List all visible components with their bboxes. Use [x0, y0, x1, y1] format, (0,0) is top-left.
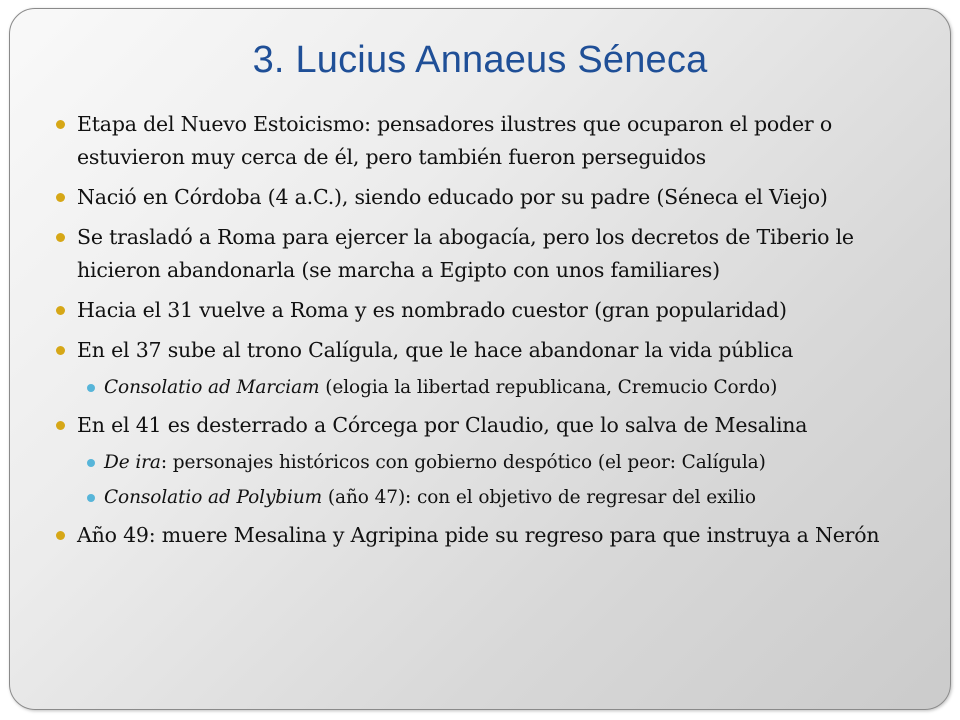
bullet-item — [56, 334, 936, 367]
bullet-dot-icon — [56, 306, 65, 315]
bullet-text: (año 47): con el objetivo de regresar del exilio — [322, 487, 756, 508]
bullet-item — [56, 519, 936, 552]
work-title: Consolatio ad Polybium — [104, 487, 323, 508]
bullet-text: En el 37 sube al trono Calígula, que le hace abandonar la vida pública — [77, 338, 794, 362]
bullet-dot-icon — [56, 531, 65, 540]
bullet-item — [56, 221, 936, 287]
bullet-text: : personajes históricos con gobierno despótico (el peor: Calígula) — [160, 452, 766, 473]
sub-bullet-dot-icon — [87, 494, 95, 502]
bullet-item — [56, 108, 936, 174]
bullet-dot-icon — [56, 120, 65, 129]
slide-frame — [9, 8, 951, 710]
sub-bullet-item — [56, 373, 936, 402]
slide-title: 3. Lucius Annaeus Séneca — [252, 39, 708, 81]
sub-bullet-dot-icon — [87, 384, 95, 392]
sub-bullet-item — [56, 483, 936, 512]
bullet-text: Año 49: muere Mesalina y Agripina pide su regreso para que instruya a Nerón — [77, 523, 880, 547]
bullet-text: Nació en Córdoba (4 a.C.), siendo educado por su padre (Séneca el Viejo) — [77, 185, 828, 209]
sub-bullet-dot-icon — [87, 459, 95, 467]
bullet-dot-icon — [56, 421, 65, 430]
bullet-item — [56, 181, 936, 214]
bullet-text: Se trasladó a Roma para ejercer la abogacía, pero los decretos de Tiberio le hicieron abandonarla (se marcha a Egipto con unos familiares) — [77, 225, 854, 282]
bullet-text: Hacia el 31 vuelve a Roma y es nombrado cuestor (gran popularidad) — [77, 298, 787, 322]
bullet-dot-icon — [56, 346, 65, 355]
bullet-list — [56, 108, 936, 559]
bullet-dot-icon — [56, 193, 65, 202]
bullet-dot-icon — [56, 233, 65, 242]
work-title: Consolatio ad Marciam — [104, 377, 320, 398]
work-title: De ira — [104, 452, 161, 473]
bullet-item — [56, 294, 936, 327]
bullet-text: Etapa del Nuevo Estoicismo: pensadores ilustres que ocuparon el poder o estuvieron muy cerca de él, pero también fueron perseguidos — [77, 112, 832, 169]
bullet-text: (elogia la libertad republicana, Cremucio Cordo) — [319, 377, 778, 398]
sub-bullet-item — [56, 448, 936, 477]
bullet-text: En el 41 es desterrado a Córcega por Claudio, que lo salva de Mesalina — [77, 413, 808, 437]
bullet-item — [56, 409, 936, 442]
